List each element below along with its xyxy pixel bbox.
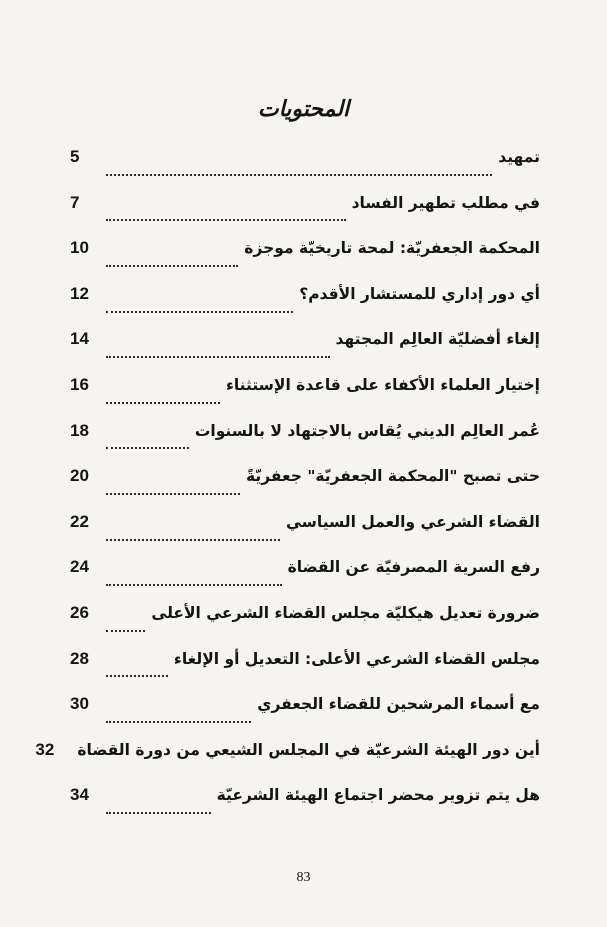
toc-entry-page: 32	[35, 739, 55, 759]
toc-entry-title: في مطلب تطهير الفساد	[351, 193, 540, 212]
toc-entry	[70, 284, 540, 330]
toc-entry	[70, 147, 540, 193]
toc-entry	[70, 603, 540, 649]
toc-entry-page: 30	[70, 694, 89, 714]
toc-entry	[70, 238, 540, 284]
toc-leader-dots	[106, 539, 280, 541]
toc-entry-page: 28	[70, 648, 89, 668]
toc-entry	[70, 375, 540, 421]
toc-leader-dots	[106, 219, 346, 221]
toc-entry-title: إختيار العلماء الأكفاء على قاعدة الإستثناء	[225, 375, 540, 394]
toc-entry-page: 5	[70, 147, 80, 166]
toc-entry-title: تمهيد	[498, 148, 540, 166]
toc-leader-dots	[106, 356, 330, 358]
toc-leader-dots	[106, 402, 220, 404]
toc-entry-title: عُمر العالِم الديني يُقاس بالاجتهاد لا بالسنوات	[194, 421, 540, 440]
toc-leader-dots	[106, 265, 238, 267]
toc-entry-title: إلغاء أفضليّة العالِم المجتهد	[335, 330, 540, 349]
toc-entry	[70, 785, 540, 831]
toc-entry	[70, 329, 540, 375]
toc-entry	[70, 421, 540, 467]
table-of-contents	[35, 147, 540, 831]
toc-leader-dots	[106, 812, 211, 814]
page-number: 83	[296, 870, 311, 885]
toc-leader-dots	[106, 493, 240, 495]
toc-entry-page: 34	[70, 785, 89, 805]
toc-entry-title: ضرورة تعديل هيكليّة مجلس القضاء الشرعي الأعلى	[151, 603, 540, 622]
page-title: المحتويات	[257, 96, 350, 122]
toc-entry-title: حتى تصبح "المحكمة الجعفريّة" جعفريّةً	[245, 467, 540, 486]
toc-leader-dots	[106, 584, 282, 586]
toc-entry	[70, 694, 540, 740]
toc-entry-page: 24	[70, 557, 89, 577]
toc-entry-title: القضاء الشرعي والعمل السياسي	[285, 512, 540, 531]
toc-entry-title: رفع السرية المصرفيّة عن القضاة	[287, 558, 540, 577]
toc-entry	[70, 466, 540, 512]
toc-entry-page: 20	[70, 466, 89, 486]
toc-entry-title: هل يتم تزوير محضر اجتماع الهيئة الشرعيّة	[216, 786, 540, 805]
toc-entry-page: 16	[70, 374, 89, 394]
toc-entry-page: 22	[70, 511, 89, 531]
toc-entry-page: 26	[70, 602, 89, 622]
toc-entry-page: 10	[70, 238, 89, 258]
toc-entry-title: أين دور الهيئة الشرعيّة في المجلس الشيعي من دورة القضاة	[77, 740, 540, 759]
toc-leader-dots	[106, 721, 251, 723]
toc-leader-dots	[106, 447, 189, 449]
toc-leader-dots	[106, 630, 145, 632]
toc-leader-dots	[106, 174, 492, 176]
toc-entry	[70, 649, 540, 695]
toc-entry-page: 14	[70, 329, 89, 349]
toc-leader-dots	[106, 311, 293, 313]
toc-entry-title: مع أسماء المرشحين للقضاء الجعفري	[257, 695, 540, 714]
toc-entry	[70, 512, 540, 558]
toc-entry-title: أي دور إداري للمستشار الأقدم؟	[299, 284, 540, 303]
toc-entry-page: 7	[70, 192, 80, 212]
toc-entry	[35, 739, 540, 786]
toc-entry-page: 18	[70, 420, 89, 440]
toc-entry-title: مجلس القضاء الشرعي الأعلى: التعديل أو الإلغاء	[173, 649, 540, 668]
toc-leader-dots	[106, 675, 168, 677]
toc-entry-title: المحكمة الجعفريّة: لمحة تاريخيّة موجزة	[244, 239, 540, 258]
toc-entry-page: 12	[70, 283, 89, 303]
toc-entry	[70, 557, 540, 603]
toc-entry	[70, 193, 540, 239]
